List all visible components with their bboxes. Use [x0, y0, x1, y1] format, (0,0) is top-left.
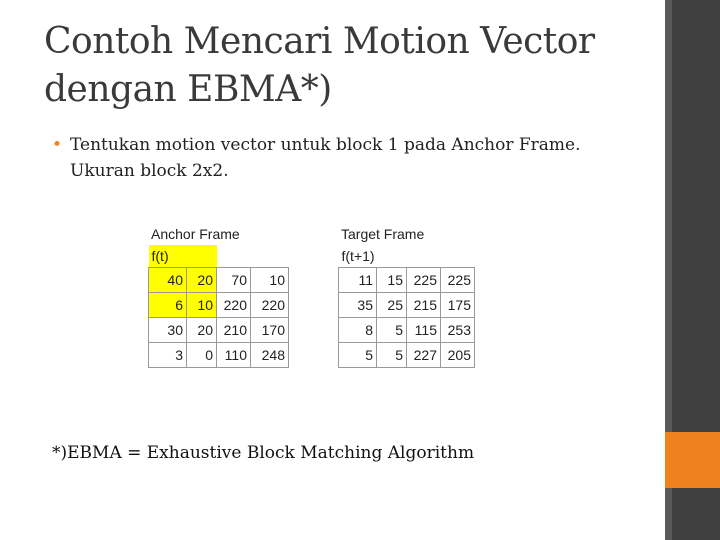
- table-cell: 15: [377, 268, 407, 293]
- table-cell: 215: [407, 293, 441, 318]
- table-row: [339, 318, 475, 343]
- table-cell: 225: [407, 268, 441, 293]
- anchor-function-label: f(t): [149, 245, 217, 268]
- bullet-text: Tentukan motion vector untuk block 1 pada Anchor Frame. Ukuran block 2x2.: [70, 135, 581, 181]
- target-frame-grid: [338, 245, 475, 368]
- title-line-2: dengan EBMA*): [44, 69, 332, 110]
- table-row: [149, 343, 289, 368]
- table-cell: 220: [217, 293, 251, 318]
- table-cell: 175: [441, 293, 475, 318]
- table-cell: 227: [407, 343, 441, 368]
- table-cell: 210: [217, 318, 251, 343]
- table-cell: 8: [339, 318, 377, 343]
- table-cell: 6: [149, 293, 187, 318]
- table-cell: 10: [251, 268, 289, 293]
- table-cell: 11: [339, 268, 377, 293]
- table-row: [339, 293, 475, 318]
- table-cell: 0: [187, 343, 217, 368]
- table-row: [339, 268, 475, 293]
- orange-accent-block: [665, 432, 720, 488]
- anchor-frame-grid: [148, 245, 289, 368]
- title-line-1: Contoh Mencari Motion Vector: [44, 21, 595, 62]
- target-frame-table: [338, 223, 475, 368]
- table-cell: 70: [217, 268, 251, 293]
- table-cell: 5: [339, 343, 377, 368]
- table-cell: 5: [377, 343, 407, 368]
- table-cell: 35: [339, 293, 377, 318]
- anchor-frame-caption: Anchor Frame: [151, 226, 240, 242]
- table-cell: 25: [377, 293, 407, 318]
- table-cell: 115: [407, 318, 441, 343]
- target-frame-caption: Target Frame: [341, 226, 425, 242]
- table-cell: 205: [441, 343, 475, 368]
- table-cell: 20: [187, 318, 217, 343]
- table-cell: 170: [251, 318, 289, 343]
- target-function-label: f(t+1): [341, 248, 375, 264]
- table-cell: 3: [149, 343, 187, 368]
- table-cell: 10: [187, 293, 217, 318]
- footnote: *)EBMA = Exhaustive Block Matching Algorithm: [52, 443, 475, 463]
- table-cell: 110: [217, 343, 251, 368]
- table-row: [149, 293, 289, 318]
- anchor-frame-table: [148, 223, 289, 368]
- table-cell: 30: [149, 318, 187, 343]
- table-cell: 248: [251, 343, 289, 368]
- bullet-marker: •: [52, 135, 63, 155]
- table-row: [149, 318, 289, 343]
- table-cell: 5: [377, 318, 407, 343]
- table-cell: 20: [187, 268, 217, 293]
- table-row: [149, 268, 289, 293]
- table-cell: 253: [441, 318, 475, 343]
- table-cell: 40: [149, 268, 187, 293]
- slide-title: [44, 18, 644, 114]
- bullet-item: [52, 132, 612, 184]
- table-cell: 220: [251, 293, 289, 318]
- table-row: [339, 343, 475, 368]
- table-cell: 225: [441, 268, 475, 293]
